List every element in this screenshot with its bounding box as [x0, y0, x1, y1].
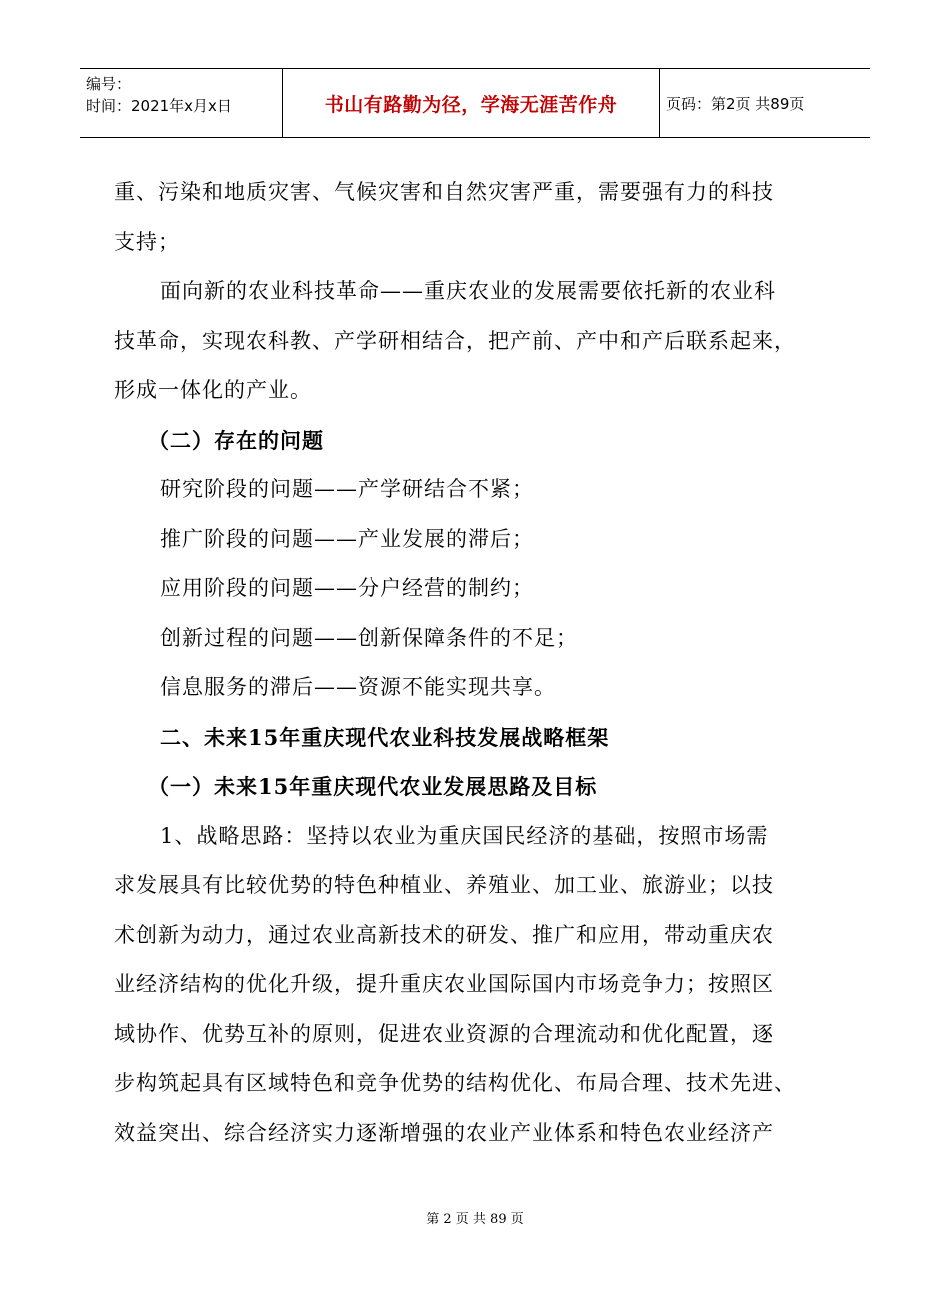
list-item: 创新过程的问题——创新保障条件的不足； — [160, 625, 578, 650]
header-motto-cell — [283, 69, 660, 137]
section-heading: （一）未来15年重庆现代农业发展思路及目标 — [148, 774, 598, 799]
section-heading: （二）存在的问题 — [148, 427, 324, 453]
body-line: 域协作、优势互补的原则，促进农业资源的合理流动和优化配置，逐 — [114, 1021, 774, 1046]
footer-page-number: 第 2 页 共 89 页 — [426, 1212, 524, 1227]
document-number-label: 编号： — [86, 75, 132, 93]
header-motto: 书山有路勤为径，学海无涯苦作舟 — [324, 93, 618, 116]
list-item: 应用阶段的问题——分户经营的制约； — [160, 576, 534, 600]
list-item: 研究阶段的问题——产学研结合不紧； — [160, 477, 534, 501]
header-meta-cell — [80, 69, 283, 137]
document-body — [114, 168, 859, 1158]
document-header — [80, 68, 870, 138]
body-line: 重、污染和地质灾害、气候灾害和自然灾害严重，需要强有力的科技 — [114, 180, 774, 204]
body-line: 求发展具有比较优势的特色种植业、养殖业、加工业、旅游业；以技 — [114, 873, 774, 897]
body-line: 效益突出、综合经济实力逐渐增强的农业产业体系和特色农业经济产 — [114, 1120, 774, 1145]
list-item: 推广阶段的问题——产业发展的滞后； — [160, 526, 534, 551]
header-page-cell — [660, 69, 870, 137]
page-footer — [0, 1208, 950, 1227]
body-line: 形成一体化的产业。 — [114, 378, 312, 402]
body-line: 步构筑起具有区域特色和竞争优势的结构优化、布局合理、技术先进、 — [114, 1071, 796, 1095]
body-line: 术创新为动力，通过农业高新技术的研发、推广和应用，带动重庆农 — [114, 922, 774, 947]
body-line: 业经济结构的优化升级，提升重庆农业国际国内市场竞争力；按照区 — [114, 972, 774, 996]
list-item: 信息服务的滞后——资源不能实现共享。 — [160, 675, 556, 699]
body-line: 技革命，实现农科教、产学研相结合，把产前、产中和产后联系起来， — [114, 328, 796, 353]
body-line: 支持； — [114, 229, 180, 254]
chapter-heading: 二、未来15年重庆现代农业科技发展战略框架 — [160, 724, 610, 750]
document-date-label: 时间：2021年x月x日 — [86, 97, 232, 115]
body-paragraph-start: 1、战略思路：坚持以农业为重庆国民经济的基础，按照市场需 — [160, 823, 769, 848]
header-page-label: 页码：第2页 共89页 — [666, 94, 805, 113]
body-paragraph-start: 面向新的农业科技革命——重庆农业的发展需要依托新的农业科 — [160, 279, 776, 303]
